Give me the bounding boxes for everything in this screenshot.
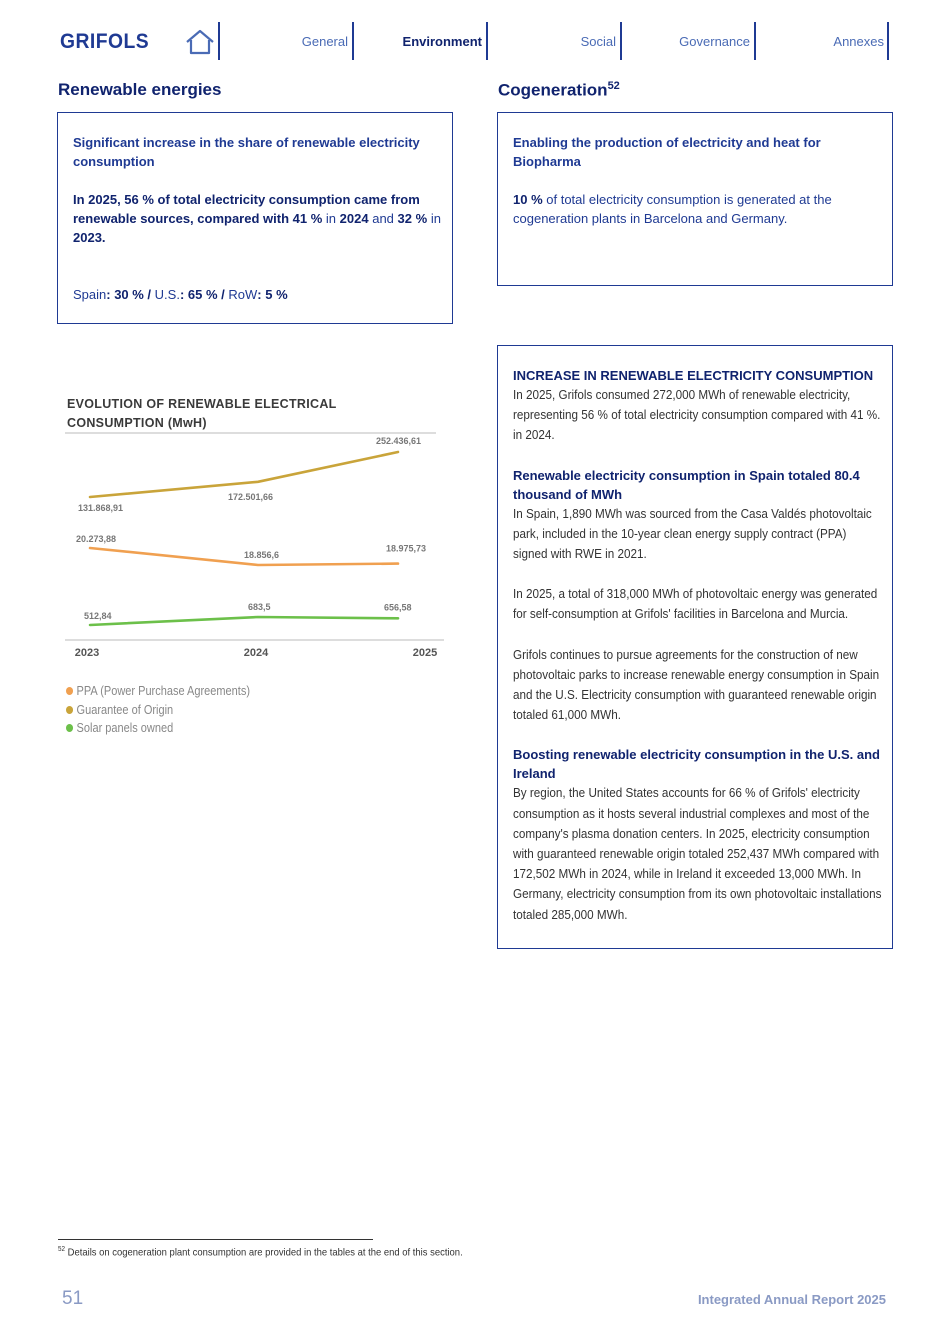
legend-dot-guarantee [66, 706, 73, 714]
share-lead: In 2025, 56 % of total electricity consumption came from renewable sources, compared with [73, 192, 420, 226]
x-tick-2024: 2024 [243, 647, 269, 659]
nav-separator [218, 22, 220, 60]
legend-dot-ppa [66, 687, 73, 695]
cogeneration-highlight-box [497, 112, 893, 286]
data-label-guarantee-of-origin-2023: 131.868,91 [78, 503, 124, 513]
photovoltaic-paragraph: In 2025, a total of 318,000 MWh of photovoltaic energy was generated for self-consumption at Grifols' facilities in Barcelona and Murcia. [513, 586, 878, 622]
nav-annexes[interactable]: Annexes [833, 34, 884, 49]
cogeneration-text-body: of total electricity consumption is generated at the cogeneration plants in Barcelona and Germany. [513, 192, 832, 226]
x-tick-2025: 2025 [412, 647, 438, 659]
home-icon[interactable] [184, 28, 216, 56]
nav-separator [887, 22, 889, 60]
nav-separator [486, 22, 488, 60]
renewable-consumption-chart [60, 430, 460, 670]
share-and: and [372, 211, 394, 226]
increase-paragraph-1: In 2025, Grifols consumed 272,000 MWh of renewable electricity, representing 56 % of total electricity consumption compared with 41 %. in 2024. [513, 387, 881, 443]
legend-item-solar [66, 719, 250, 738]
renewable-increase-box [497, 345, 893, 949]
split-us-label: U.S. [154, 287, 180, 302]
share-2024-value: 41 % [292, 211, 323, 226]
split-spain-label: Spain [73, 287, 107, 302]
data-label-ppa-power-purchase-agreements-2025: 18.975,73 [386, 543, 427, 554]
legend-dot-solar [66, 724, 73, 732]
nav-separator [352, 22, 354, 60]
nav-environment[interactable]: Environment [402, 34, 482, 49]
data-label-ppa-power-purchase-agreements-2024: 18.856,6 [244, 550, 280, 560]
share-2023-year: 2023. [73, 230, 106, 245]
nav-separator [754, 22, 756, 60]
report-name: Integrated Annual Report 2025 [697, 1292, 886, 1307]
data-label-solar-panels-owned-2024: 683,5 [248, 602, 271, 612]
renewable-highlight-box [57, 112, 453, 324]
cogeneration-headline: Enabling the production of electricity and heat for Biopharma [513, 135, 821, 169]
footnote [58, 1246, 463, 1259]
legend-label-solar: Solar panels owned [76, 721, 174, 736]
renewable-share-text [73, 190, 451, 247]
nav-social[interactable]: Social [580, 34, 616, 49]
legend-item-ppa [66, 682, 250, 701]
spain-heading: Renewable electricity consumption in Spain totaled 80.4 thousand of MWh [513, 467, 860, 502]
legend-label-ppa: PPA (Power Purchase Agreements) [76, 684, 251, 699]
share-2024-year: 2024 [339, 211, 369, 226]
chart-title-line-1: EVOLUTION OF RENEWABLE ELECTRICAL [67, 397, 337, 411]
split-row-value: : 5 % [257, 287, 288, 302]
share-2023-value: 32 % [397, 211, 428, 226]
data-label-guarantee-of-origin-2025: 252.436,61 [376, 436, 422, 446]
page-number: 51 [62, 1288, 84, 1309]
share-in: in [325, 211, 337, 226]
x-tick-2023: 2023 [74, 647, 100, 659]
series-line-solar-panels-owned [90, 617, 398, 625]
cogeneration-text [513, 190, 885, 228]
grifols-logo[interactable]: GRIFOLS [60, 30, 150, 53]
us-ireland-paragraph: By region, the United States accounts for 66 % of Grifols' electricity consumption as it hosts several industrial complexes and most of the company's plasma donation centers. In 2025, electricity consumption with guaranteed renewable origin totaled 252,437 MWh compared with 172,502 MWh in 2024, while in Ireland it exceeded 13,000 MWh. In Germany, electricity consumption from its own photovoltaic installations totaled 285,000 MWh. [513, 785, 882, 922]
data-label-guarantee-of-origin-2024: 172.501,66 [228, 491, 274, 502]
legend-item-guarantee [66, 701, 250, 720]
split-spain-value: : 30 % / [106, 287, 155, 302]
renewable-headline: Significant increase in the share of renewable electricity consumption [73, 135, 420, 169]
data-label-ppa-power-purchase-agreements-2023: 20.273,88 [76, 534, 117, 544]
series-line-guarantee-of-origin [90, 452, 398, 497]
increase-heading: INCREASE IN RENEWABLE ELECTRICITY CONSUMPTION [513, 368, 874, 383]
spain-paragraph: In Spain, 1,890 MWh was sourced from the Casa Valdés photovoltaic park, included in the 10-year clean energy supply contract (PPA) signed with RWE in 2021. [513, 505, 872, 562]
footnote-number: 52 [58, 1246, 66, 1253]
us-ireland-heading: Boosting renewable electricity consumption in the U.S. and Ireland [513, 747, 880, 782]
cogeneration-pct: 10 % [513, 192, 543, 207]
legend-label-guarantee: Guarantee of Origin [76, 702, 174, 717]
cogeneration-title-text: Cogeneration [498, 80, 608, 100]
split-us-value: : 65 % / [179, 287, 229, 302]
footnote-rule [58, 1239, 373, 1240]
split-row-label: RoW [228, 287, 258, 302]
footnote-ref[interactable]: 52 [607, 80, 620, 92]
renewable-energies-title: Renewable energies [58, 80, 222, 99]
footnote-text: Details on cogeneration plant consumption are provided in the tables at the end of this section. [65, 1246, 463, 1259]
cogeneration-title [498, 80, 620, 101]
data-label-solar-panels-owned-2025: 656,58 [384, 602, 412, 613]
regional-split [73, 285, 452, 304]
chart-legend [66, 682, 275, 738]
share-in-2: in [430, 211, 441, 226]
nav-governance[interactable]: Governance [679, 34, 750, 49]
nav-general[interactable]: General [301, 34, 348, 49]
nav-separator [620, 22, 622, 60]
chart-title [67, 395, 337, 433]
chart-title-line-2: CONSUMPTION (MwH) [67, 416, 207, 430]
agreements-paragraph: Grifols continues to pursue agreements for the construction of new photovoltaic parks to increase renewable energy consumption in Spain and the U.S. Electricity consumption with guaranteed renewable origin totaled 61,000 MWh. [513, 646, 880, 723]
data-label-solar-panels-owned-2023: 512,84 [84, 611, 112, 621]
